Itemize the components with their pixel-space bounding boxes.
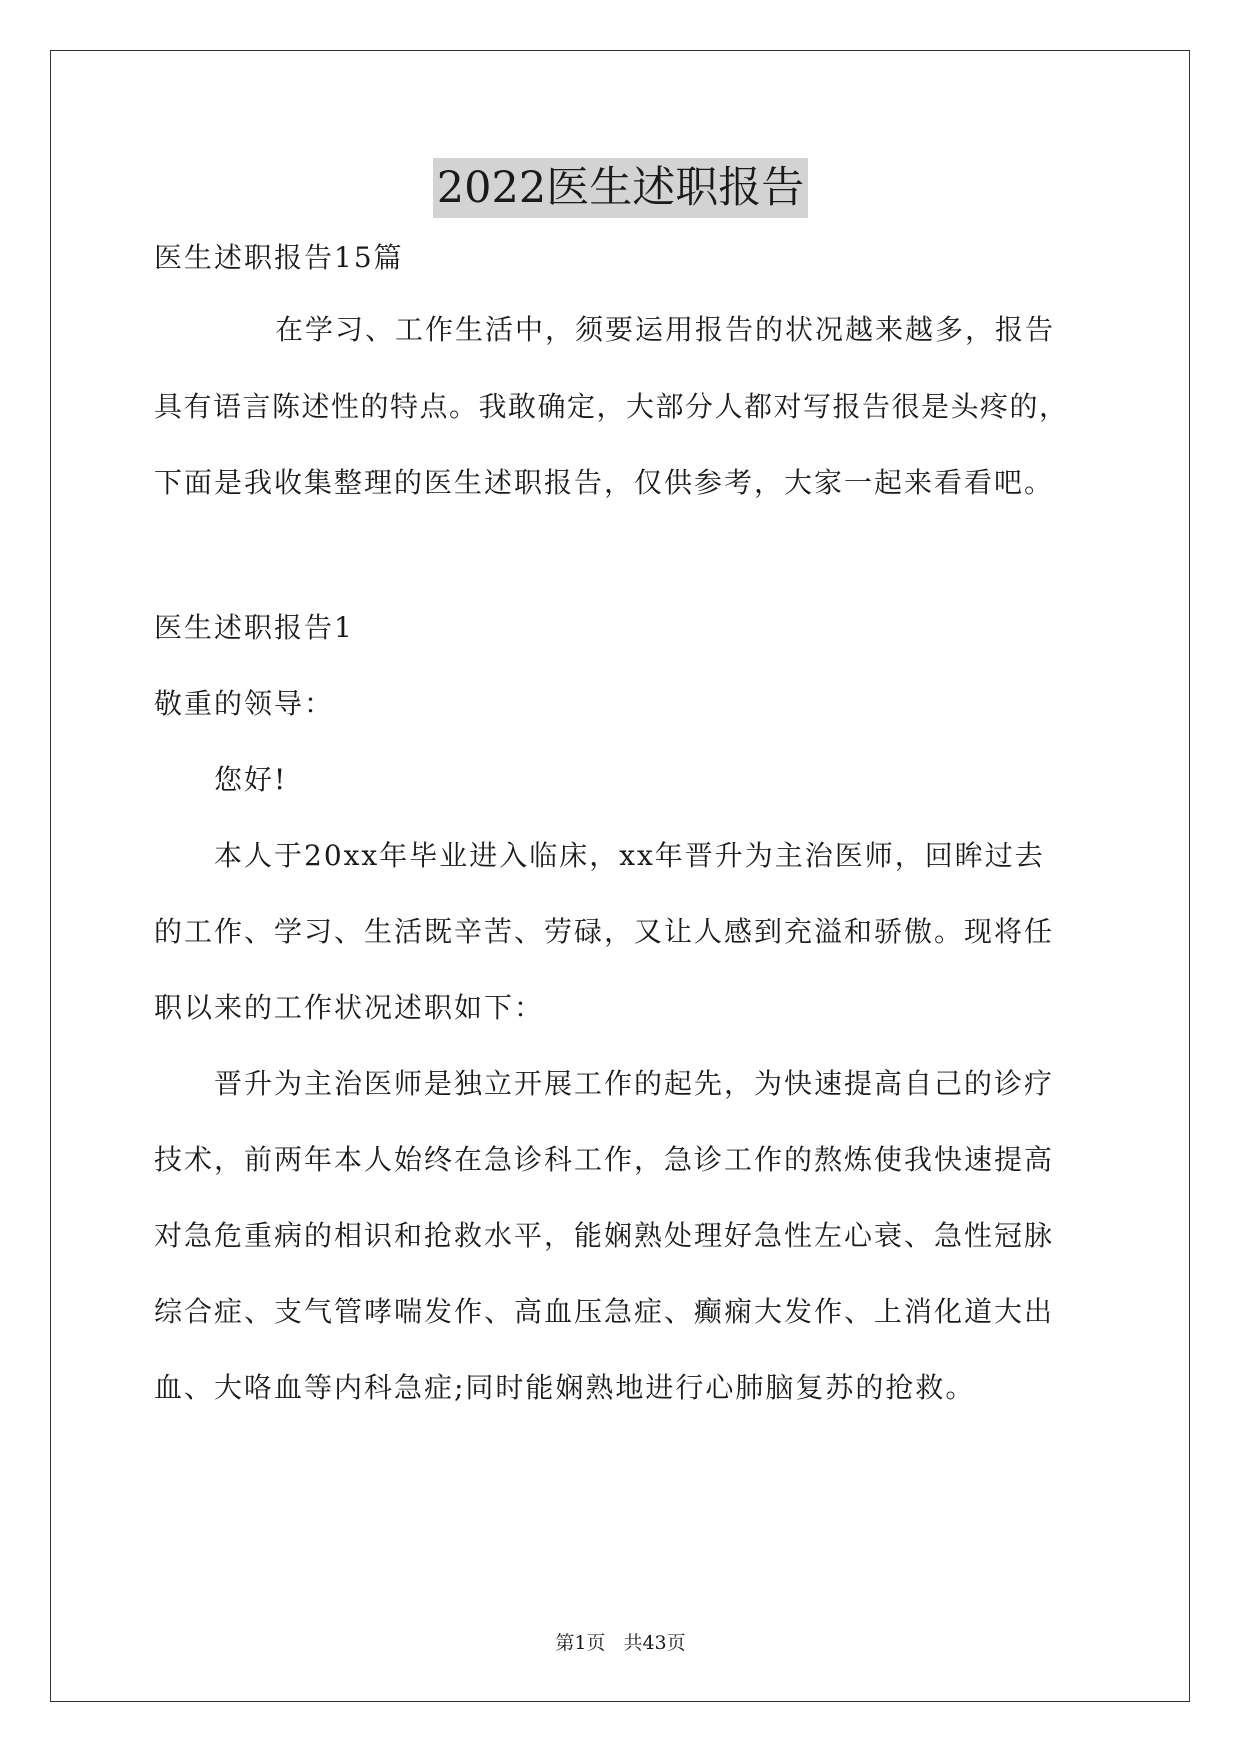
document-title: 2022医生述职报告 xyxy=(433,158,808,218)
body-paragraph-line: 晋升为主治医师是独立开展工作的起先，为快速提高自己的诊疗 xyxy=(214,1067,1055,1100)
intro-paragraph-line: 具有语言陈述性的特点。我敢确定，大部分人都对写报告很是头疼的， xyxy=(154,390,1069,423)
title-container xyxy=(0,158,1241,218)
page-total: 共43页 xyxy=(623,1632,686,1654)
intro-paragraph-line: 下面是我收集整理的医生述职报告，仅供参考，大家一起来看看吧。 xyxy=(154,466,1055,499)
body-paragraph-line: 综合症、支气管哮喘发作、高血压急症、癫痫大发作、上消化道大出 xyxy=(154,1295,1055,1328)
body-paragraph-line: 职以来的工作状况述职如下： xyxy=(154,991,545,1024)
body-paragraph-line: 本人于20xx年毕业进入临床，xx年晋升为主治医师，回眸过去 xyxy=(214,839,1045,872)
page-border xyxy=(50,50,1190,1702)
page-footer xyxy=(0,1630,1241,1656)
body-paragraph-line: 的工作、学习、生活既辛苦、劳碌，又让人感到充溢和骄傲。现将任 xyxy=(154,915,1055,948)
body-paragraph-line: 血、大咯血等内科急症;同时能娴熟地进行心肺脑复苏的抢救。 xyxy=(154,1371,976,1404)
salutation: 敬重的领导： xyxy=(154,687,335,720)
body-paragraph-line: 对急危重病的相识和抢救水平，能娴熟处理好急性左心衰、急性冠脉 xyxy=(154,1219,1055,1252)
body-paragraph-line: 技术，前两年本人始终在急诊科工作，急诊工作的熬炼使我快速提高 xyxy=(154,1143,1055,1176)
section-heading: 医生述职报告1 xyxy=(154,611,354,644)
greeting: 您好! xyxy=(214,763,288,796)
intro-paragraph-line: 在学习、工作生活中，须要运用报告的状况越来越多，报告 xyxy=(275,313,1056,346)
subtitle-line: 医生述职报告15篇 xyxy=(154,241,404,274)
page-number: 第1页 xyxy=(555,1632,606,1654)
